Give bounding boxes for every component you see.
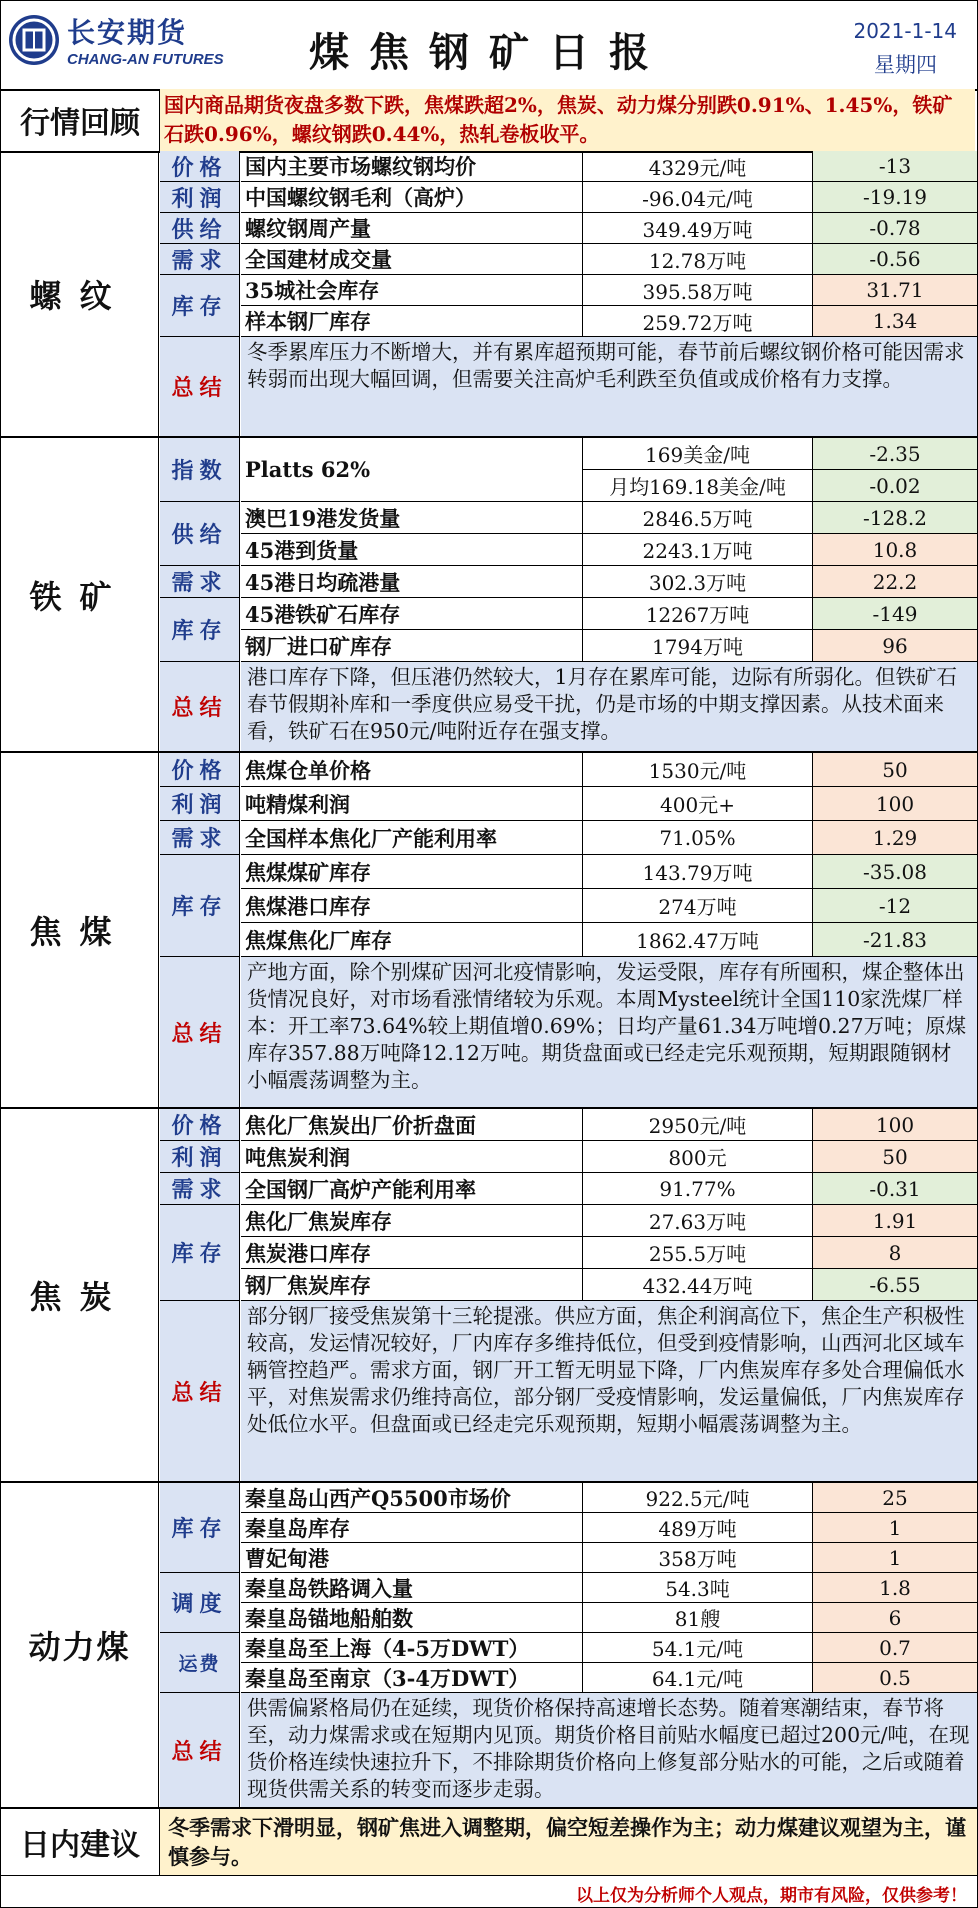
indicator-value: 143.79万吨 <box>583 855 813 888</box>
category-label: 利润 <box>160 182 240 213</box>
category-label-summary: 总结 <box>160 662 240 751</box>
indicator-change: -0.31 <box>813 1173 977 1204</box>
table-row <box>241 1109 977 1141</box>
table-row <box>241 598 977 630</box>
table-row <box>241 213 977 244</box>
indicator-change: -6.55 <box>813 1269 977 1300</box>
indicator-name: Platts 62% <box>241 438 583 501</box>
indicator-name: 秦皇岛至上海（4-5万DWT） <box>241 1633 583 1662</box>
indicator-value: 922.5元/吨 <box>583 1483 813 1512</box>
indicator-name: 45港日均疏港量 <box>241 566 583 597</box>
table-row <box>241 151 977 182</box>
section-thermal-coal <box>1 1483 977 1809</box>
indicator-name: 全国建材成交量 <box>241 244 583 274</box>
table-row <box>241 534 977 566</box>
indicator-name: 35城社会库存 <box>241 275 583 305</box>
category-label: 供给 <box>160 213 240 244</box>
table-row <box>241 787 977 821</box>
table-row <box>241 1141 977 1173</box>
indicator-value: 274万吨 <box>583 889 813 922</box>
indicator-value: 54.1元/吨 <box>583 1633 813 1662</box>
market-review-text: 国内商品期货夜盘多数下跌，焦煤跌超2%，焦炭、动力煤分别跌0.91%、1.45%，铁矿石跌0.96%，螺纹钢跌0.44%，热轧卷板收平。 <box>160 89 975 151</box>
indicator-name: 吨精煤利润 <box>241 787 583 820</box>
section-summary: 产地方面，除个别煤矿因河北疫情影响，发运受限，库存有所囤积，煤企整体出货情况良好，对市场看涨情绪较为乐观。本周Mysteel统计全国110家洗煤厂样本：开工率73.64%较上期值增0.69%；日均产量61.34万吨增0.27万吨；原煤库存357.88万吨降12.12万吨。期货盘面或已经走完乐观预期，短期跟随钢材小幅震荡调整为主。 <box>241 957 977 1107</box>
indicator-change: 1.91 <box>813 1205 977 1236</box>
indicator-change: 96 <box>813 630 977 661</box>
category-label: 库存 <box>160 275 240 337</box>
indicator-name: 秦皇岛铁路调入量 <box>241 1573 583 1602</box>
indicator-change: 100 <box>813 1109 977 1140</box>
table-row <box>241 1603 977 1633</box>
indicator-name: 45港铁矿石库存 <box>241 598 583 629</box>
indicator-value: 91.77% <box>583 1173 813 1204</box>
category-label-summary: 总结 <box>160 1693 240 1807</box>
category-label: 库存 <box>160 1483 240 1573</box>
indicator-value: 月均169.18美金/吨 <box>583 470 813 501</box>
indicator-change: -149 <box>813 598 977 629</box>
sub-row <box>583 438 977 470</box>
table-row <box>241 1513 977 1543</box>
indicator-name: 中国螺纹钢毛利（高炉） <box>241 182 583 212</box>
category-label: 运费 <box>160 1633 240 1693</box>
section-coking-coal <box>1 753 977 1109</box>
table-row <box>241 1237 977 1269</box>
category-label: 价格 <box>160 1109 240 1141</box>
table-row <box>241 1573 977 1603</box>
section-coke <box>1 1109 977 1483</box>
table-row <box>241 753 977 787</box>
category-label: 库存 <box>160 1205 240 1301</box>
section-rebar <box>1 151 977 438</box>
indicator-value: 400元+ <box>583 787 813 820</box>
indicator-value: 2243.1万吨 <box>583 534 813 565</box>
indicator-value: 259.72万吨 <box>583 306 813 336</box>
indicator-change: -35.08 <box>813 855 977 888</box>
table-row <box>241 1663 977 1693</box>
indicator-change: 0.5 <box>813 1663 977 1692</box>
category-label: 调度 <box>160 1573 240 1633</box>
indicator-value: 432.44万吨 <box>583 1269 813 1300</box>
indicator-change: 1 <box>813 1513 977 1542</box>
indicator-change: -19.19 <box>813 182 977 212</box>
indicator-value: 489万吨 <box>583 1513 813 1542</box>
indicator-value: 1794万吨 <box>583 630 813 661</box>
indicator-name: 钢厂焦炭库存 <box>241 1269 583 1300</box>
indicator-change: 50 <box>813 1141 977 1172</box>
indicator-change: 25 <box>813 1483 977 1512</box>
category-label-summary: 总结 <box>160 337 240 436</box>
indicator-name: 焦煤焦化厂库存 <box>241 923 583 956</box>
intraday-advice <box>1 1809 977 1876</box>
table-row <box>241 1483 977 1513</box>
indicator-change: 1.29 <box>813 821 977 854</box>
indicator-name: 焦煤仓单价格 <box>241 753 583 786</box>
indicator-change: 8 <box>813 1237 977 1268</box>
indicator-name: 秦皇岛锚地船舶数 <box>241 1603 583 1632</box>
indicator-name: 澳巴19港发货量 <box>241 502 583 533</box>
category-label: 供给 <box>160 502 240 566</box>
indicator-value: 1530元/吨 <box>583 753 813 786</box>
indicator-change: -2.35 <box>813 438 977 469</box>
indicator-name: 焦化厂焦炭出厂价折盘面 <box>241 1109 583 1140</box>
category-label: 库存 <box>160 855 240 957</box>
indicator-change: 0.7 <box>813 1633 977 1662</box>
indicator-name: 焦煤煤矿库存 <box>241 855 583 888</box>
section-summary: 冬季累库压力不断增大，并有累库超预期可能，春节前后螺纹钢价格可能因需求转弱而出现大幅回调，但需要关注高炉毛利跌至负值或成价格有力支撑。 <box>241 337 977 436</box>
indicator-name: 焦煤港口库存 <box>241 889 583 922</box>
indicator-value: 169美金/吨 <box>583 438 813 469</box>
report-weekday: 星期四 <box>874 53 937 77</box>
indicator-value: 255.5万吨 <box>583 1237 813 1268</box>
table-row <box>241 630 977 662</box>
category-label-summary: 总结 <box>160 1301 240 1481</box>
indicator-change: -0.02 <box>813 470 977 501</box>
intraday-advice-label: 日内建议 <box>1 1809 160 1875</box>
indicator-name: 螺纹钢周产量 <box>241 213 583 243</box>
indicator-name: 焦炭港口库存 <box>241 1237 583 1268</box>
table-row <box>241 889 977 923</box>
indicator-change: 1.34 <box>813 306 977 336</box>
category-label: 需求 <box>160 244 240 275</box>
company-name-en: CHANG-AN FUTURES <box>67 51 224 68</box>
indicator-change: -13 <box>813 151 977 181</box>
section-label: 动力煤 <box>1 1483 159 1807</box>
category-label: 价格 <box>160 753 240 787</box>
sub-row <box>583 470 977 501</box>
category-label: 需求 <box>160 821 240 855</box>
category-label: 需求 <box>160 1173 240 1205</box>
indicator-change: 1.8 <box>813 1573 977 1602</box>
intraday-advice-text: 冬季需求下滑明显，钢矿焦进入调整期，偏空短差操作为主；动力煤建议观望为主，谨慎参与。 <box>160 1809 977 1875</box>
table-row <box>241 1269 977 1301</box>
indicator-name: 国内主要市场螺纹钢均价 <box>241 151 583 181</box>
table-row <box>241 244 977 275</box>
table-row <box>241 1173 977 1205</box>
company-name-cn: 长安期货 <box>67 16 188 49</box>
table-row <box>241 923 977 957</box>
report-header <box>1 1 977 91</box>
indicator-name: 焦化厂焦炭库存 <box>241 1205 583 1236</box>
section-label: 螺纹 <box>1 151 159 436</box>
category-label: 需求 <box>160 566 240 598</box>
indicator-value: 395.58万吨 <box>583 275 813 305</box>
table-row <box>241 566 977 598</box>
indicator-value: 81艘 <box>583 1603 813 1632</box>
indicator-change: 6 <box>813 1603 977 1632</box>
report-date: 2021-1-14 <box>853 19 957 43</box>
indicator-change: -21.83 <box>813 923 977 956</box>
indicator-name: 曹妃甸港 <box>241 1543 583 1572</box>
indicator-name: 45港到货量 <box>241 534 583 565</box>
indicator-value: 71.05% <box>583 821 813 854</box>
indicator-name: 吨焦炭利润 <box>241 1141 583 1172</box>
table-row <box>241 1543 977 1573</box>
section-label: 焦煤 <box>1 753 159 1107</box>
indicator-value: 64.1元/吨 <box>583 1663 813 1692</box>
table-row <box>241 502 977 534</box>
indicator-change: 10.8 <box>813 534 977 565</box>
indicator-change: 22.2 <box>813 566 977 597</box>
table-row <box>241 182 977 213</box>
section-summary: 港口库存下降，但压港仍然较大，1月存在累库可能，边际有所弱化。但铁矿石春节假期补库和一季度供应易受干扰，仍是市场的中期支撑因素。从技术面来看，铁矿石在950元/吨附近存在强支撑。 <box>241 662 977 751</box>
table-row <box>241 1205 977 1237</box>
section-iron-ore <box>1 438 977 753</box>
indicator-value: 302.3万吨 <box>583 566 813 597</box>
indicator-change: 100 <box>813 787 977 820</box>
indicator-change: -0.78 <box>813 213 977 243</box>
market-review <box>1 89 977 153</box>
indicator-value: 1862.47万吨 <box>583 923 813 956</box>
indicator-name: 全国样本焦化厂产能利用率 <box>241 821 583 854</box>
table-row <box>241 438 977 502</box>
indicator-change: -0.56 <box>813 244 977 274</box>
indicator-value: 349.49万吨 <box>583 213 813 243</box>
category-label: 利润 <box>160 787 240 821</box>
indicator-value: 12.78万吨 <box>583 244 813 274</box>
indicator-value: 4329元/吨 <box>583 151 813 181</box>
indicator-value: 2846.5万吨 <box>583 502 813 533</box>
indicator-change: 1 <box>813 1543 977 1572</box>
market-review-label: 行情回顾 <box>1 89 160 151</box>
indicator-value: 2950元/吨 <box>583 1109 813 1140</box>
indicator-name: 钢厂进口矿库存 <box>241 630 583 661</box>
indicator-change: 50 <box>813 753 977 786</box>
indicator-name: 全国钢厂高炉产能利用率 <box>241 1173 583 1204</box>
indicator-name: 秦皇岛库存 <box>241 1513 583 1542</box>
section-summary: 部分钢厂接受焦炭第十三轮提涨。供应方面，焦企利润高位下，焦企生产积极性较高，发运情况较好，厂内库存多维持低位，但受到疫情影响，山西河北区域车辆管控趋严。需求方面，钢厂开工暂无明显下降，厂内焦炭库存多处合理偏低水平，对焦炭需求仍维持高位，部分钢厂受疫情影响，发运量偏低，厂内焦炭库存处低位水平。但盘面或已经走完乐观预期，短期小幅震荡调整为主。 <box>241 1301 977 1481</box>
category-label: 指数 <box>160 438 240 502</box>
section-label: 焦炭 <box>1 1109 159 1481</box>
indicator-change: 31.71 <box>813 275 977 305</box>
report-title: 煤焦钢矿日报 <box>309 30 669 76</box>
indicator-value: 12267万吨 <box>583 598 813 629</box>
category-label: 库存 <box>160 598 240 662</box>
indicator-value: 800元 <box>583 1141 813 1172</box>
indicator-change: -128.2 <box>813 502 977 533</box>
indicator-value: 27.63万吨 <box>583 1205 813 1236</box>
category-label: 利润 <box>160 1141 240 1173</box>
section-summary: 供需偏紧格局仍在延续，现货价格保持高速增长态势。随着寒潮结束，春节将至，动力煤需求或在短期内见顶。期货价格目前贴水幅度已超过200元/吨，在现货价格连续快速拉升下，不排除期货价格向上修复部分贴水的可能，之后或随着现货供需关系的转变而逐步走弱。 <box>241 1693 977 1807</box>
indicator-name: 秦皇岛至南京（3-4万DWT） <box>241 1663 583 1692</box>
table-row <box>241 306 977 337</box>
indicator-value: 54.3吨 <box>583 1573 813 1602</box>
section-label: 铁矿 <box>1 438 159 751</box>
indicator-name: 秦皇岛山西产Q5500市场价 <box>241 1483 583 1512</box>
indicator-change: -12 <box>813 889 977 922</box>
disclaimer: 以上仅为分析师个人观点，期市有风险，仅供参考！ <box>576 1886 967 1906</box>
category-label: 价格 <box>160 151 240 182</box>
indicator-value: 358万吨 <box>583 1543 813 1572</box>
category-label-summary: 总结 <box>160 957 240 1107</box>
table-row <box>241 1633 977 1663</box>
indicator-name: 样本钢厂库存 <box>241 306 583 336</box>
table-row <box>241 855 977 889</box>
table-row <box>241 275 977 306</box>
table-row <box>241 821 977 855</box>
indicator-value: -96.04元/吨 <box>583 182 813 212</box>
